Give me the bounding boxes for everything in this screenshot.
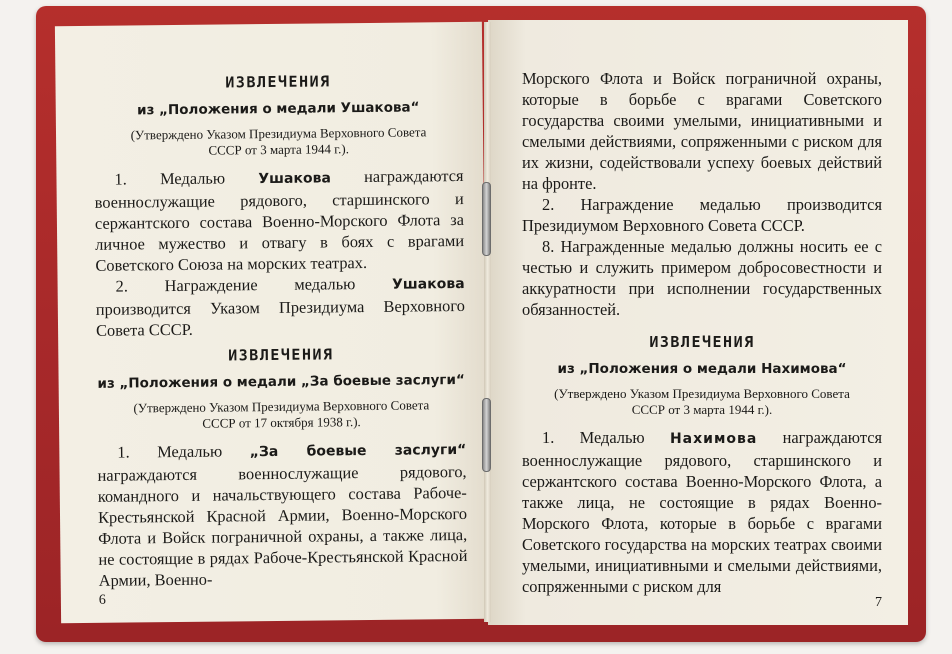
paragraph-lead: 1. Медалью — [117, 441, 250, 462]
section-heading-nakhimov: ИЗВЛЕЧЕНИЯ — [649, 333, 755, 351]
left-page — [55, 22, 488, 623]
section-heading-combat-merit: ИЗВЛЕЧЕНИЯ — [228, 345, 334, 365]
paragraph-ushakov-2 — [96, 272, 466, 341]
left-page-content — [93, 70, 467, 591]
paragraph-ushakov-1 — [94, 165, 464, 276]
decree-note-nakhimov: (Утверждено Указом Президиума Верховного Совета СССР от 3 марта 1944 г.). — [554, 386, 850, 417]
right-page-content — [522, 68, 882, 597]
paragraph-rest: производится Указом Президиума Верховного Совета СССР. — [95, 295, 465, 340]
paragraph-lead: 1. Медалью — [114, 168, 259, 189]
paragraph-combat-merit-continuation: Морского Флота и Войск пограничной охраны, которые в борьбе с врагами Советского государства своими умелыми, инициативными и смелыми действиями, сопряженными с риском для их жизни, содействовали успеху боевых действий на фронте. — [522, 69, 882, 193]
decree-note-combat-merit: (Утверждено Указом Президиума Верховного Совета СССР от 17 октября 1938 г.). — [133, 397, 430, 431]
paragraph-lead: 2. Награждение медалью — [115, 273, 393, 296]
right-page — [488, 20, 908, 625]
section-subheading-ushakov: из „Положения о медали Ушакова“ — [136, 99, 420, 119]
staple-top — [482, 182, 491, 256]
section-heading-ushakov: ИЗВЛЕЧЕНИЯ — [225, 72, 331, 92]
paragraph-combat-merit-2: 2. Награждение медалью производится Президиумом Верховного Совета СССР. — [522, 195, 882, 235]
book-spine — [484, 22, 491, 622]
medal-name: Нахимова — [669, 431, 758, 447]
medal-name: „За боевые заслуги“ — [249, 441, 467, 461]
page-number-left: 6 — [98, 592, 106, 608]
paragraph-rest: награждаются военнослужащие рядового, командного и начальствующего состава Рабоче-Крестьянской Красной Армии, Военно-Морского Флота и Войск пограничной охраны, а также лица, не состоящие в рядах Рабоче-Крестьянской Красной Армии, Военно- — [97, 461, 468, 590]
paragraph-combat-merit-1 — [97, 438, 468, 591]
paragraph-rest: награждаются военнослужащие рядового, старшинского и сержантского состава Военно-Морского Флота, а также лица, не состоящие в рядах Военно-Морского Флота, которые в борьбе с врагами Советского государства на морских театрах своими умелыми, инициативными и смелыми действиями, сопряженными с риском для — [522, 428, 883, 596]
section-subheading-nakhimov: из „Положения о медали Нахимова“ — [557, 361, 847, 377]
staple-bottom — [482, 398, 491, 472]
page-number-right: 7 — [875, 595, 882, 610]
paragraph-combat-merit-8: 8. Награжденные медалью должны носить ее с честью и служить примером добросовестности и аккуратности при исполнении государственных обязанностей. — [522, 237, 882, 319]
medal-name: Ушакова — [258, 170, 331, 188]
paragraph-lead: 1. Медалью — [542, 428, 670, 447]
medal-name: Ушакова — [391, 275, 465, 293]
section-subheading-combat-merit: из „Положения о медали „За боевые заслуги“ — [97, 371, 465, 392]
paragraph-nakhimov-1 — [522, 427, 882, 597]
decree-note-ushakov: (Утверждено Указом Президиума Верховного Совета СССР от 3 марта 1944 г.). — [130, 124, 427, 158]
paragraph-rest: награждаются военнослужащие рядового, старшинского и сержантского состава Военно-Морского Флота за личное мужество и отвагу в боях с врагами Советского Союза на морских театрах. — [94, 165, 465, 275]
